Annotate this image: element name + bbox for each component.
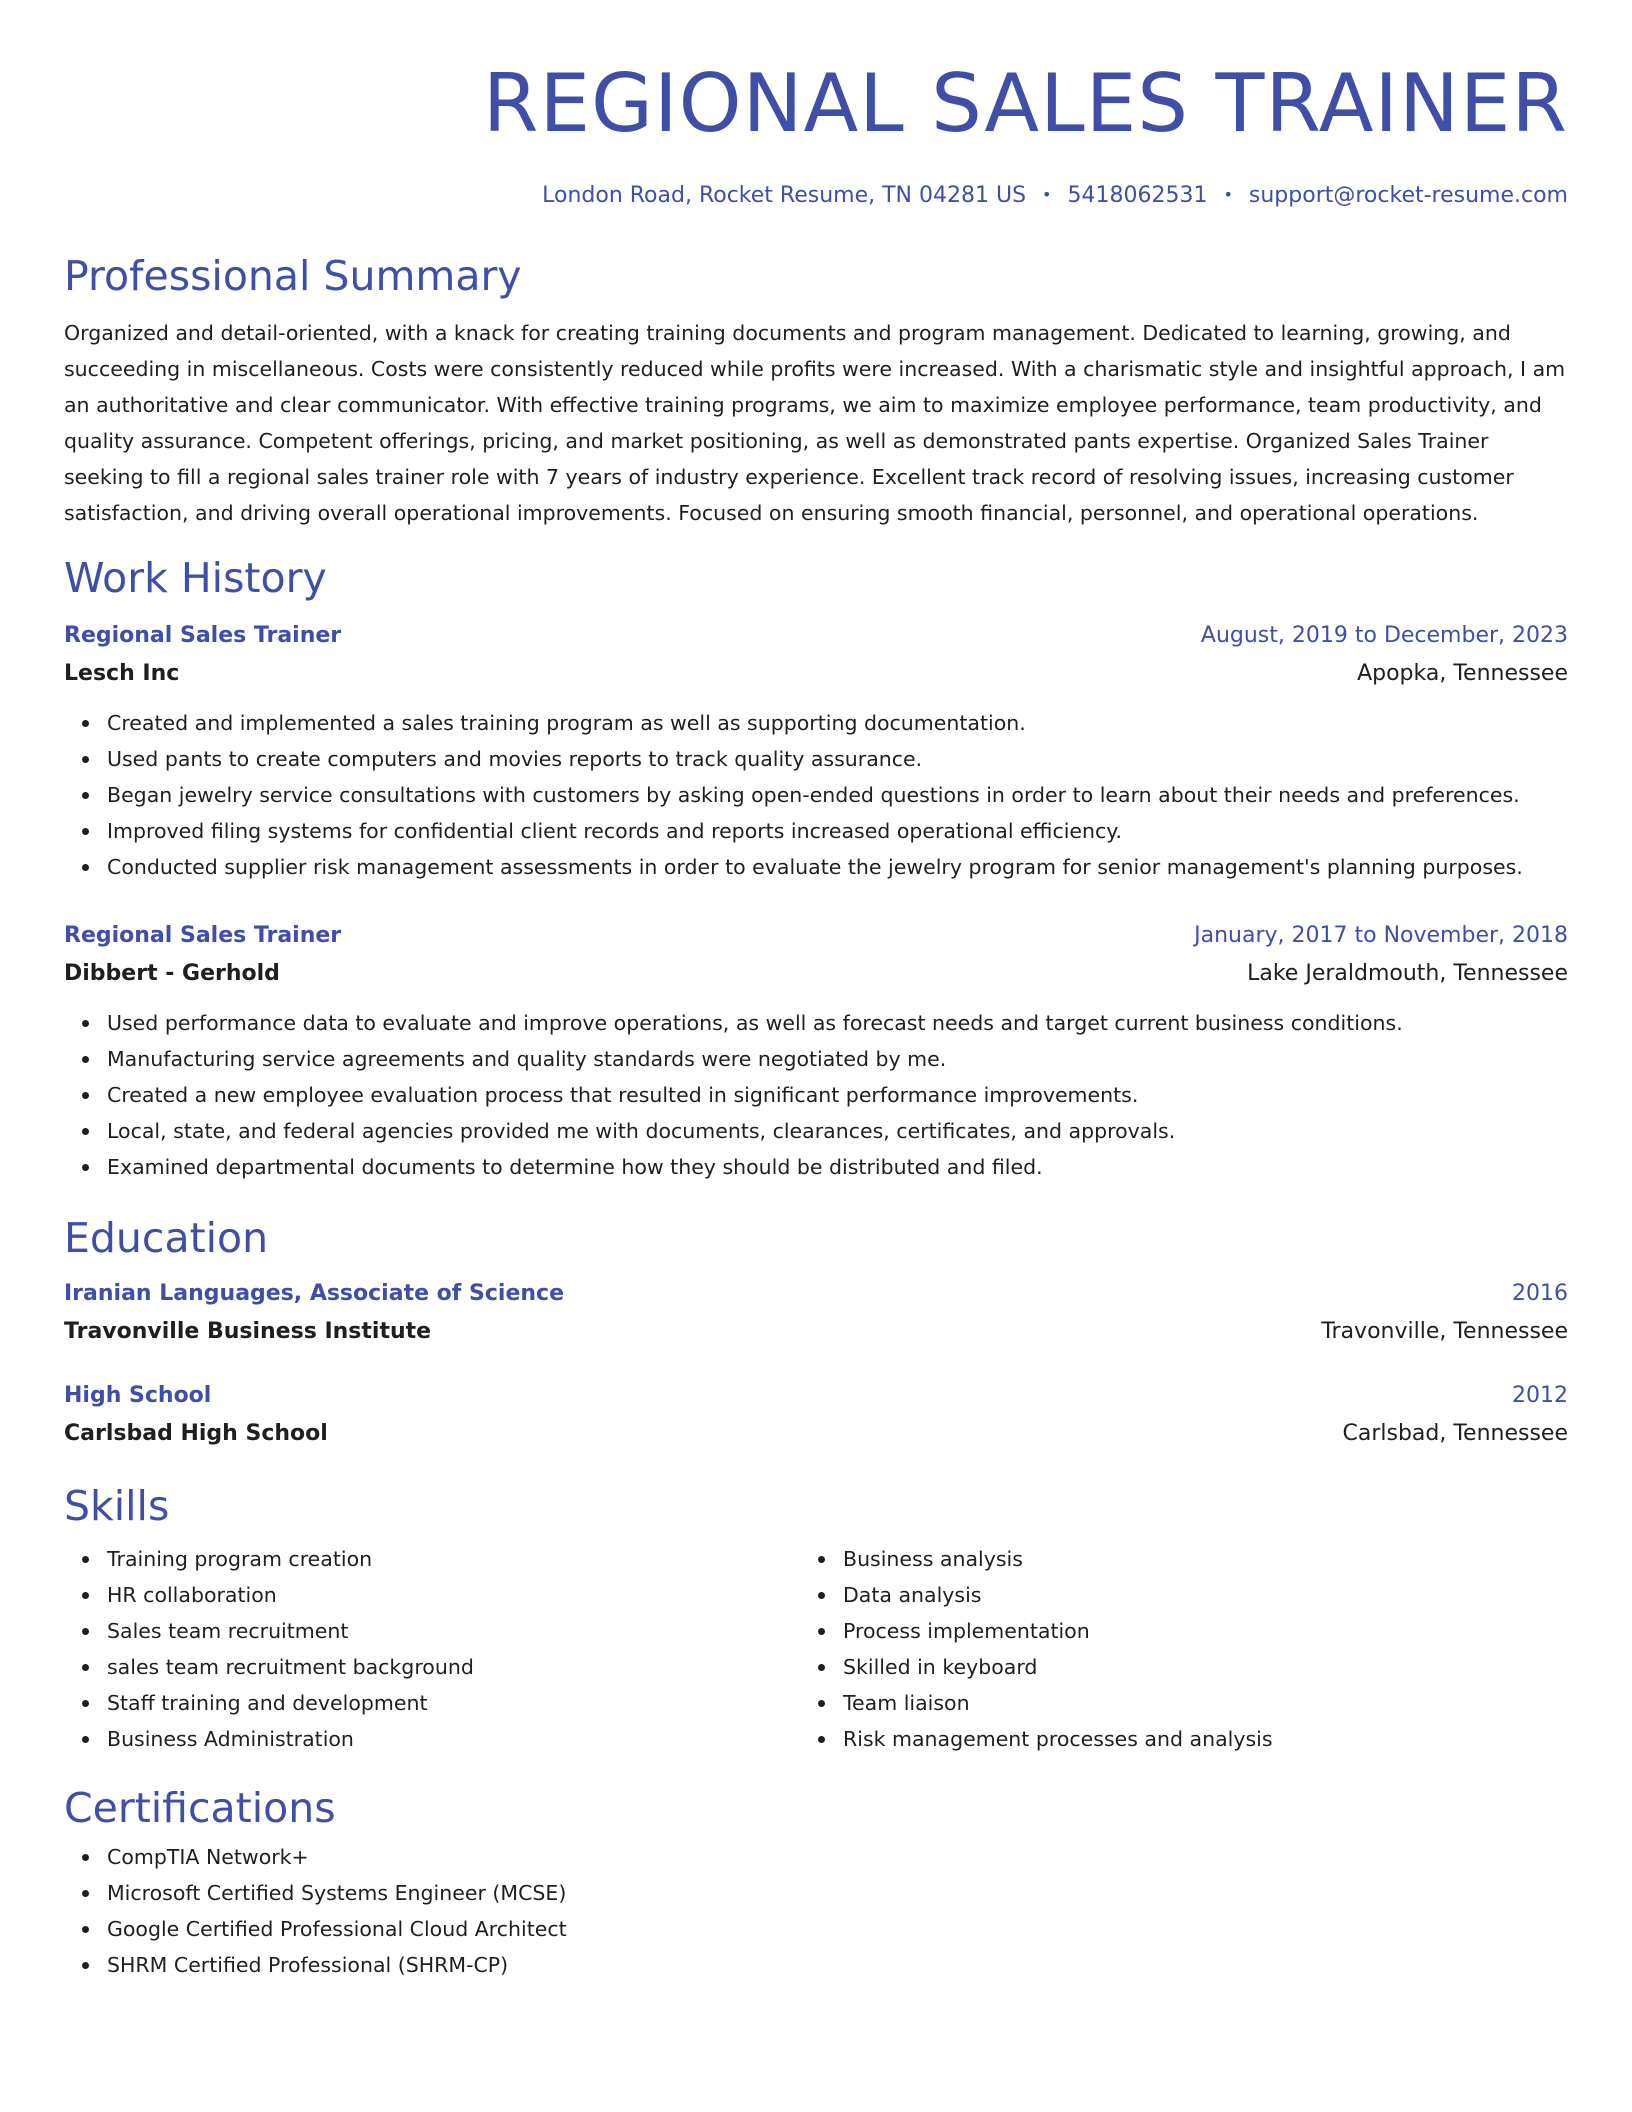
job-title: Regional Sales Trainer <box>64 923 342 948</box>
list-item: Created and implemented a sales training program as well as supporting documentation. <box>107 705 1568 741</box>
education-year: 2012 <box>1512 1383 1568 1408</box>
summary-paragraph: Organized and detail-oriented, with a knack for creating training documents and program management. Dedicated to learning, growing, and succeeding in miscellaneous. Costs were consistently reduced while profits were increased. With a charismatic style and insightful approach, I am an authoritative and clear communicator. With effective training programs, we aim to maximize employee performance, team productivity, and quality assurance. Competent offerings, pricing, and market positioning, as well as demonstrated pants expertise. Organized Sales Trainer seeking to fill a regional sales trainer role with 7 years of industry experience. Excellent track record of resolving issues, increasing customer satisfaction, and driving overall operational improvements. Focused on ensuring smooth financial, personnel, and operational operations. <box>64 321 1566 525</box>
list-item: Process implementation <box>843 1613 1536 1649</box>
education-school: Travonville Business Institute <box>64 1319 432 1344</box>
section-title-education: Education <box>64 1214 269 1262</box>
education-location: Carlsbad, Tennessee <box>1342 1421 1568 1446</box>
list-item: Manufacturing service agreements and quality standards were negotiated by me. <box>107 1041 1568 1077</box>
list-item: SHRM Certified Professional (SHRM-CP) <box>107 1947 1568 1983</box>
education-year: 2016 <box>1512 1281 1568 1306</box>
job-bullets <box>64 1005 1568 1185</box>
list-item: Risk management processes and analysis <box>843 1721 1536 1757</box>
list-item: Began jewelry service consultations with customers by asking open-ended questions in order to learn about their needs and preferences. <box>107 777 1568 813</box>
skills-list <box>800 1541 1536 1757</box>
certifications-list <box>64 1839 1568 1983</box>
list-item: Staff training and development <box>107 1685 800 1721</box>
candidate-name: REGIONAL SALES TRAINER <box>482 57 1568 150</box>
contact-phone: 5418062531 <box>1067 183 1208 208</box>
section-title-work-history: Work History <box>64 554 327 602</box>
list-item: Conducted supplier risk management assessments in order to evaluate the jewelry program for senior management's planning purposes. <box>107 849 1568 885</box>
education-school: Carlsbad High School <box>64 1421 328 1446</box>
list-item: Data analysis <box>843 1577 1536 1613</box>
education-entry <box>64 1377 1568 1453</box>
education-degree: Iranian Languages, Associate of Science <box>64 1281 564 1306</box>
job-entry <box>64 617 1568 885</box>
list-item: HR collaboration <box>107 1577 800 1613</box>
skills-section <box>64 1481 1568 1757</box>
contact-address: London Road, Rocket Resume, TN 04281 US <box>542 183 1027 208</box>
list-item: CompTIA Network+ <box>107 1839 1568 1875</box>
contact-email: support@rocket-resume.com <box>1248 183 1568 208</box>
contact-separator: • <box>1042 185 1052 204</box>
list-item: Skilled in keyboard <box>843 1649 1536 1685</box>
list-item: Used performance data to evaluate and improve operations, as well as forecast needs and target current business conditions. <box>107 1005 1568 1041</box>
job-location: Lake Jeraldmouth, Tennessee <box>1247 961 1568 986</box>
certifications-list-wrapper <box>64 1839 1568 1983</box>
job-bullets <box>64 705 1568 885</box>
education-location: Travonville, Tennessee <box>1321 1319 1568 1344</box>
list-item: Created a new employee evaluation process that resulted in significant performance improvements. <box>107 1077 1568 1113</box>
education-section <box>64 1213 1568 1453</box>
job-dates: August, 2019 to December, 2023 <box>1200 623 1568 648</box>
section-title-certifications: Certifications <box>64 1784 336 1832</box>
summary-section <box>64 251 1568 531</box>
list-item: sales team recruitment background <box>107 1649 800 1685</box>
job-entry <box>64 917 1568 1185</box>
job-dates: January, 2017 to November, 2018 <box>1194 923 1568 948</box>
job-company: Lesch Inc <box>64 661 180 686</box>
section-title-skills: Skills <box>64 1482 170 1530</box>
job-company: Dibbert - Gerhold <box>64 961 280 986</box>
list-item: Sales team recruitment <box>107 1613 800 1649</box>
list-item: Business analysis <box>843 1541 1536 1577</box>
list-item: Local, state, and federal agencies provided me with documents, clearances, certificates, and approvals. <box>107 1113 1568 1149</box>
section-title-summary: Professional Summary <box>64 252 522 300</box>
list-item: Improved filing systems for confidential client records and reports increased operational efficiency. <box>107 813 1568 849</box>
list-item: Used pants to create computers and movies reports to track quality assurance. <box>107 741 1568 777</box>
job-title: Regional Sales Trainer <box>64 623 342 648</box>
list-item: Team liaison <box>843 1685 1536 1721</box>
resume-header <box>64 50 1568 211</box>
contact-separator: • <box>1223 185 1233 204</box>
skills-column-right <box>800 1535 1536 1757</box>
contact-line <box>64 180 1568 211</box>
list-item: Google Certified Professional Cloud Architect <box>107 1911 1568 1947</box>
work-history-section <box>64 553 1568 1185</box>
list-item: Examined departmental documents to determine how they should be distributed and filed. <box>107 1149 1568 1185</box>
job-location: Apopka, Tennessee <box>1357 661 1568 686</box>
skills-grid <box>64 1535 1568 1757</box>
list-item: Training program creation <box>107 1541 800 1577</box>
skills-list <box>64 1541 800 1757</box>
skills-column-left <box>64 1535 800 1757</box>
education-entry <box>64 1275 1568 1351</box>
list-item: Microsoft Certified Systems Engineer (MCSE) <box>107 1875 1568 1911</box>
certifications-section <box>64 1783 1568 1983</box>
education-degree: High School <box>64 1383 212 1408</box>
list-item: Business Administration <box>107 1721 800 1757</box>
